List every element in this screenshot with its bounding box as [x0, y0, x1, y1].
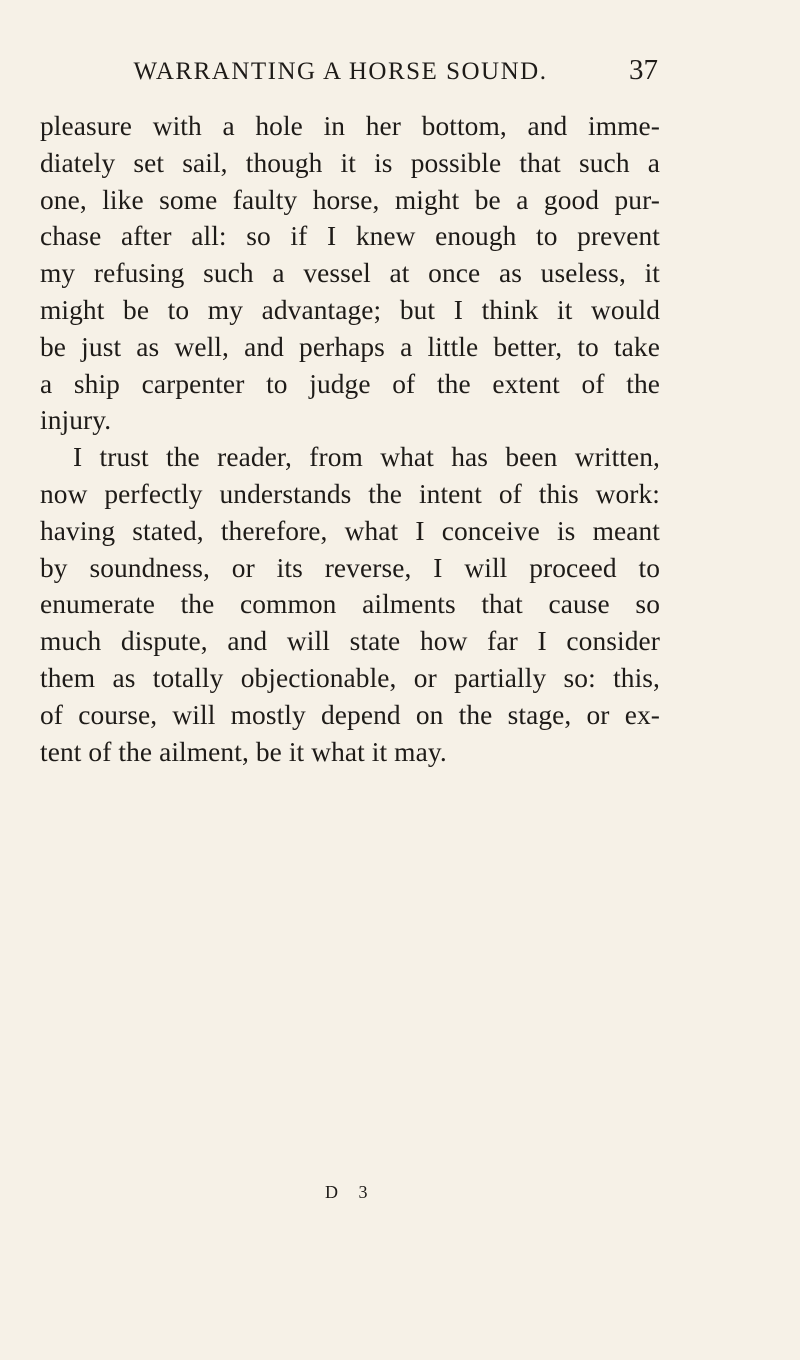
signature-mark: D 3 — [325, 1182, 376, 1202]
page-number: 37 — [629, 54, 658, 86]
body-text — [40, 108, 660, 770]
paragraph — [40, 439, 660, 770]
text-line: of course, will mostly depend on the stage, or ex- — [40, 699, 660, 730]
text-line: enumerate the common ailments that cause so — [40, 589, 660, 620]
text-line: pleasure with a hole in her bottom, and imme- — [40, 111, 660, 141]
text-line: chase after all: so if I knew enough to prevent — [40, 221, 660, 252]
text-line: be just as well, and perhaps a little better, to take — [40, 331, 660, 362]
running-head — [118, 52, 658, 92]
text-line: my refusing such a vessel at once as useless, it — [40, 258, 660, 289]
paragraph — [40, 108, 660, 439]
text-line: injury. — [40, 405, 112, 436]
text-line: might be to my advantage; but I think it would — [40, 294, 660, 325]
text-line: diately set sail, though it is possible that such a — [40, 147, 660, 178]
text-line: one, like some faulty horse, might be a good pur- — [40, 184, 660, 215]
text-line: I trust the reader, from what has been written, — [73, 442, 660, 473]
running-title: WARRANTING A HORSE SOUND. — [133, 58, 548, 85]
text-line: having stated, therefore, what I conceive is meant — [40, 515, 660, 546]
text-line: tent of the ailment, be it what it may. — [40, 736, 447, 767]
text-line: them as totally objectionable, or partially so: this, — [40, 662, 660, 693]
text-line: much dispute, and will state how far I consider — [40, 626, 660, 657]
text-line: now perfectly understands the intent of this work: — [40, 478, 660, 509]
text-line: a ship carpenter to judge of the extent of the — [40, 368, 660, 399]
text-line: by soundness, or its reverse, I will proceed to — [40, 552, 660, 583]
